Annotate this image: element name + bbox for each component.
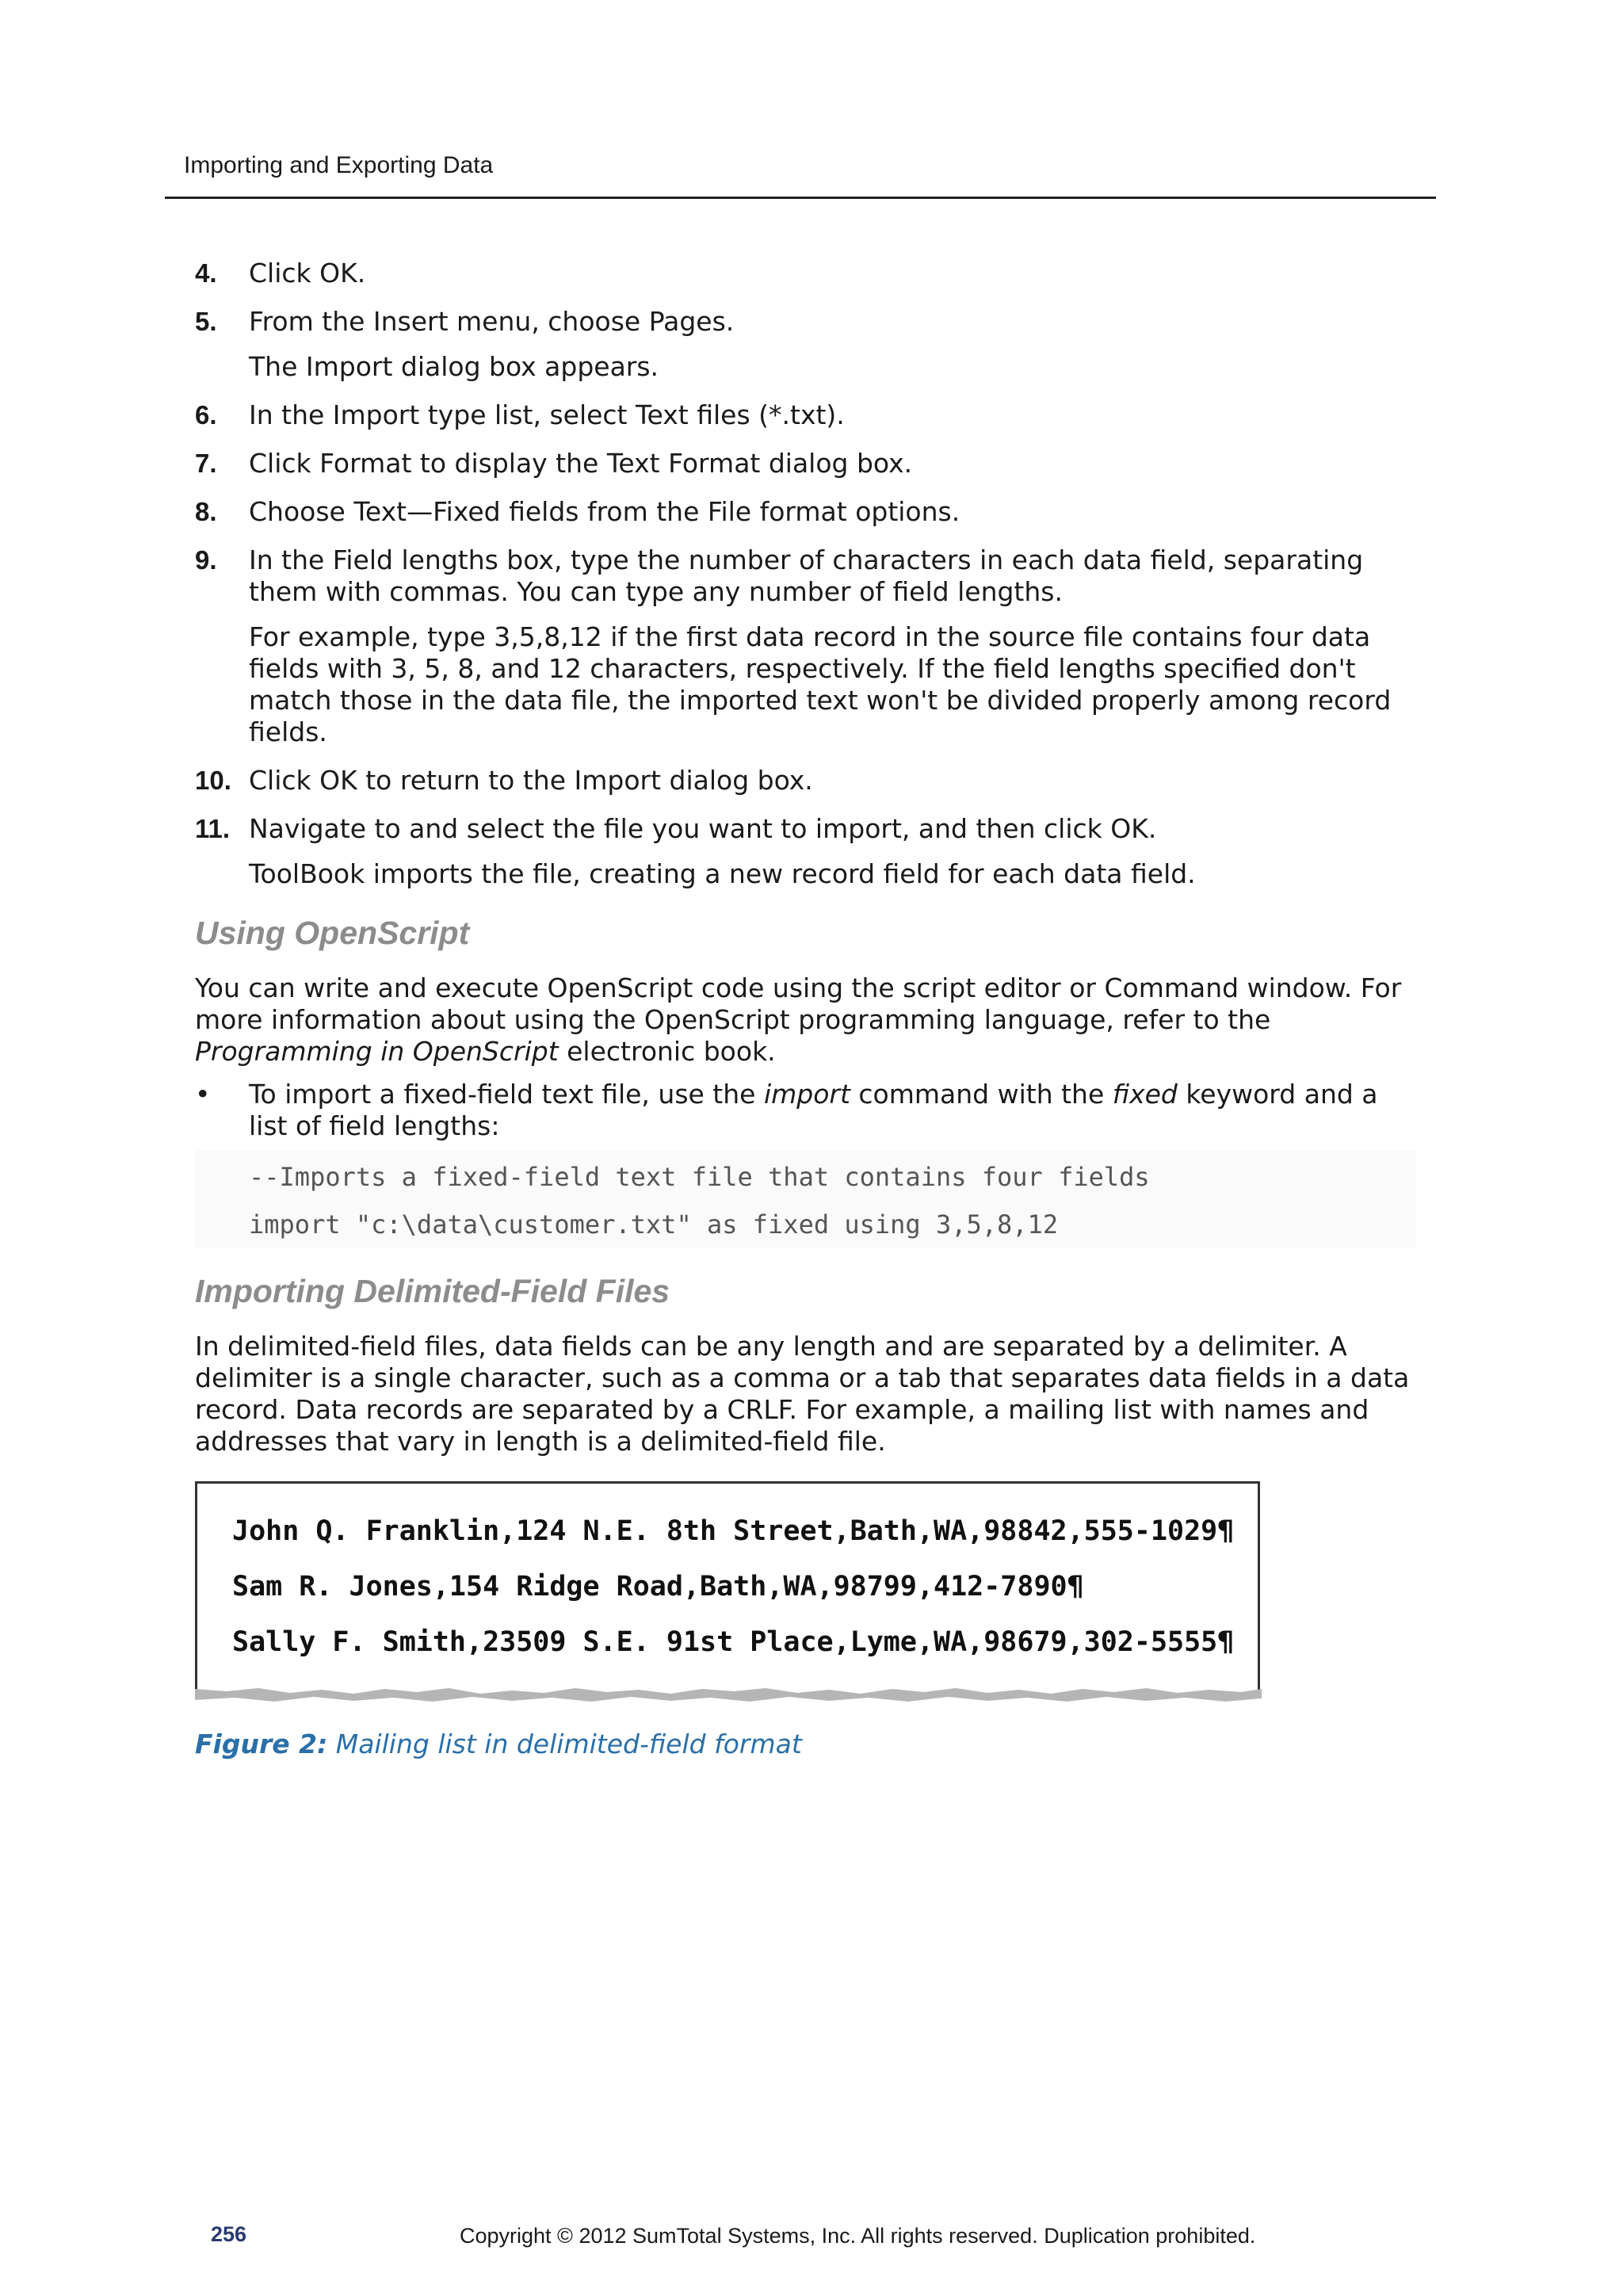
step-6 <box>195 399 1415 431</box>
step-8 <box>195 496 1415 528</box>
book-title: Programming in OpenScript <box>195 1036 559 1067</box>
step-text: Click OK. <box>249 258 366 288</box>
copyright-notice: Copyright © 2012 SumTotal Systems, Inc. All rights reserved. Duplication prohibited. <box>460 2224 1256 2248</box>
figure-record-line: John Q. Franklin,124 N.E. 8th Street,Bath,WA,98842,555-1029¶ <box>232 1515 1235 1547</box>
page-number: 256 <box>211 2222 247 2246</box>
bullet-item <box>195 1079 1415 1142</box>
figure-caption <box>195 1729 1415 1760</box>
step-number: 6. <box>195 400 217 430</box>
step-7 <box>195 448 1415 479</box>
bullet-text <box>249 1079 1415 1142</box>
step-number: 9. <box>195 545 217 575</box>
bullet-icon: • <box>195 1079 211 1110</box>
figure-label: Figure 2: <box>195 1729 328 1759</box>
step-number: 5. <box>195 307 217 336</box>
code-statement: import "c:\data\customer.txt" as fixed using 3,5,8,12 <box>249 1209 1059 1240</box>
running-header: Importing and Exporting Data <box>184 152 494 178</box>
page-content <box>195 258 1415 1760</box>
step-number: 8. <box>195 497 217 526</box>
step-text: Click OK to return to the Import dialog box. <box>249 765 813 796</box>
figure-record-line: Sally F. Smith,23509 S.E. 91st Place,Lyme,WA,98679,302-5555¶ <box>232 1626 1235 1658</box>
step-note: For example, type 3,5,8,12 if the first data record in the source file contains four data fields with 3, 5, 8, and 12 characters, respectively. If the field lengths specified don't match those in the data file, the imported text won't be divided properly among record fields. <box>249 621 1392 747</box>
step-4 <box>195 258 1415 289</box>
section-heading-openscript: Using OpenScript <box>195 915 470 951</box>
step-number: 7. <box>195 449 217 478</box>
step-11 <box>195 813 1415 845</box>
step-text: In the Field lengths box, type the number of characters in each data field, separating them with commas. You can type any number of field lengths. <box>249 544 1364 607</box>
figure-mailing-list <box>195 1481 1260 1694</box>
paragraph-text: You can write and execute OpenScript code using the script editor or Command window. For more information about using the OpenScript programming language, refer to the <box>195 972 1402 1035</box>
step-10 <box>195 765 1415 797</box>
step-note: The Import dialog box appears. <box>249 351 659 382</box>
torn-edge-shadow <box>195 1684 1262 1703</box>
delimited-paragraph: In delimited-field files, data fields can be any length and are separated by a delimiter. A delimiter is a single character, such as a comma or a tab that separates data fields in a data record. Data records are separated by a CRLF. For example, a mailing list with names and addresses that vary in length is a delimited-field file. <box>195 1331 1410 1457</box>
step-text: Choose Text—Fixed fields from the File format options. <box>249 496 960 527</box>
code-comment: --Imports a fixed-field text file that contains four fields <box>249 1162 1150 1192</box>
figure-record-line: Sam R. Jones,154 Ridge Road,Bath,WA,98799,412-7890¶ <box>232 1571 1084 1603</box>
bullet-text-part: keyword and a list of field lengths: <box>249 1079 1378 1141</box>
section-heading-delimited: Importing Delimited-Field Files <box>195 1273 670 1309</box>
code-block <box>195 1150 1415 1248</box>
command-name: import <box>763 1079 850 1110</box>
keyword-name: fixed <box>1112 1079 1178 1110</box>
openscript-paragraph <box>195 972 1415 1068</box>
header-rule <box>165 197 1436 199</box>
step-5 <box>195 306 1415 338</box>
step-9 <box>195 544 1415 608</box>
step-text: Click Format to display the Text Format dialog box. <box>249 448 913 479</box>
step-number: 10. <box>195 766 231 795</box>
step-text: In the Import type list, select Text files (*.txt). <box>249 399 845 430</box>
bullet-text-part: To import a fixed-field text file, use the <box>249 1079 764 1110</box>
bullet-text-part: command with the <box>850 1079 1113 1110</box>
figure-caption-text: Mailing list in delimited-field format <box>327 1729 802 1759</box>
step-note: ToolBook imports the file, creating a new record field for each data field. <box>249 858 1196 889</box>
step-text: From the Insert menu, choose Pages. <box>249 306 735 337</box>
step-number: 4. <box>195 258 217 288</box>
paragraph-text: electronic book. <box>558 1036 776 1067</box>
step-text: Navigate to and select the file you want to import, and then click OK. <box>249 813 1157 844</box>
step-number: 11. <box>195 814 231 843</box>
